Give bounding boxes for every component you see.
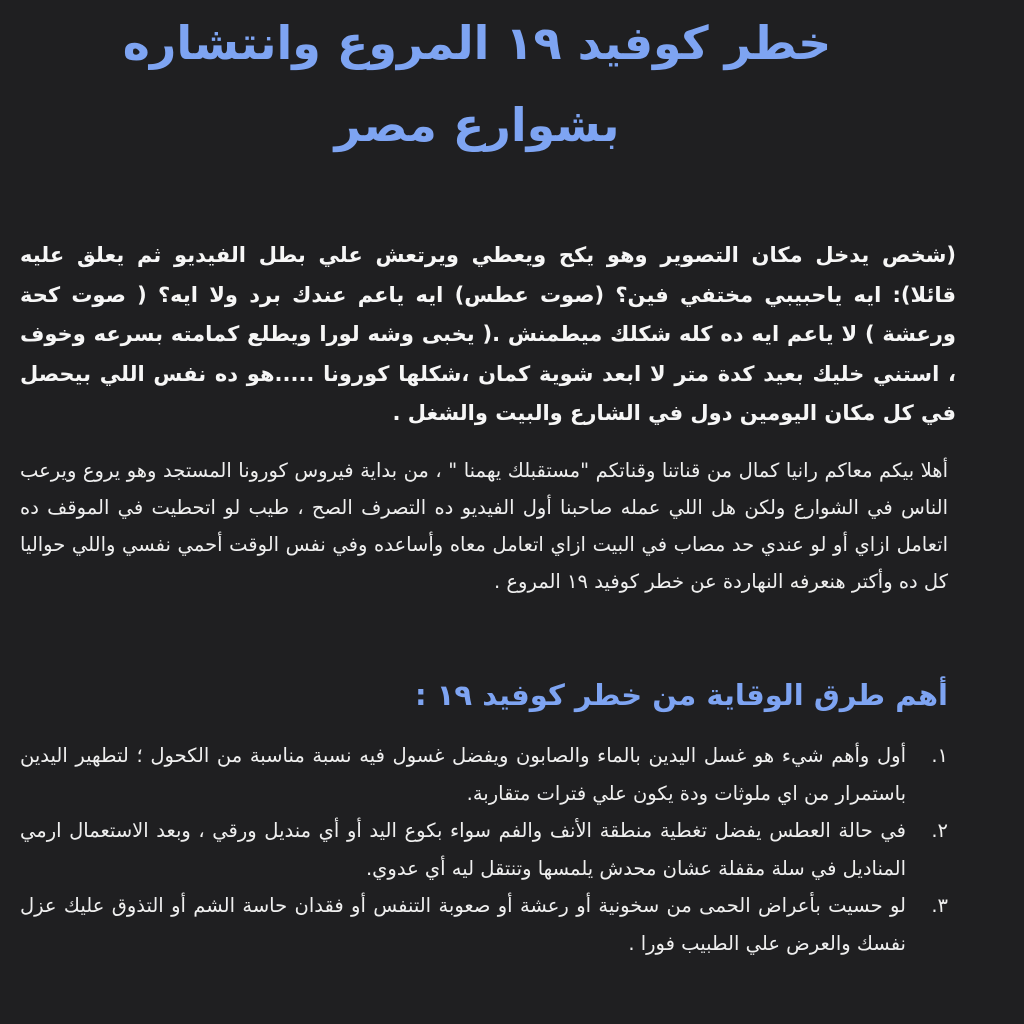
welcome-paragraph: أهلا بيكم معاكم رانيا كمال من قناتنا وقناتكم "مستقبلك يهمنا " ، من بداية فيروس كورونا المستجد وهو يروع ويرعب الناس في الشوارع ولكن هل اللي عمله صاحبنا أول الفيديو ده التصرف الصح ، طيب لو اتحطيت في الموقف ده اتعامل ازاي أو لو عندي حد مصاب في البيت ازاي اتعامل معاه وأساعده وفي نفس الوقت أحمي نفسي واللي حواليا كل ده وأكتر هنعرفه النهاردة عن خطر كوفيد ١٩ المروع . bbox=[20, 459, 948, 593]
list-item-number: ٣. bbox=[931, 894, 948, 917]
list-item-text: لو حسيت بأعراض الحمى من سخونية أو رعشة أو صعوبة التنفس أو فقدان حاسة الشم أو التذوق عليك عزل نفسك والعرض علي الطبيب فورا . bbox=[20, 894, 906, 955]
list-item bbox=[20, 887, 948, 962]
list-item bbox=[20, 737, 948, 812]
prevention-list bbox=[20, 737, 948, 962]
list-item-text: أول وأهم شيء هو غسل اليدين بالماء والصابون ويفضل غسول فيه نسبة مناسبة من الكحول ؛ لتطهير اليدين باستمرار من اي ملوثات ودة يكون علي فترات متقاربة. bbox=[20, 744, 906, 805]
page-title: خطر كوفيد ١٩ المروع وانتشاره بشوارع مصر bbox=[122, 16, 832, 152]
list-item-number: ٢. bbox=[931, 819, 948, 842]
prevention-heading: أهم طرق الوقاية من خطر كوفيد ١٩ : bbox=[415, 678, 948, 712]
list-item bbox=[20, 812, 948, 887]
intro-scene-paragraph: (شخص يدخل مكان التصوير وهو يكح ويعطي ويرتعش علي بطل الفيديو ثم يعلق عليه قائلا): ايه ياحبيبي مختفي فين؟ (صوت عطس) ايه ياعم عندك برد ولا ايه؟ ( صوت كحة ورعشة ) لا ياعم ايه ده كله شكلك ميطمنش .( يخبى وشه لورا ويطلع كمامته بسرعه وخوف ، استني خليك بعيد كدة متر لا ابعد شوية كمان ،شكلها كورونا .....هو ده نفس اللي بيحصل في كل مكان اليومين دول في الشارع والبيت والشغل . bbox=[20, 243, 956, 425]
list-item-number: ١. bbox=[931, 744, 948, 767]
list-item-text: في حالة العطس يفضل تغطية منطقة الأنف والفم سواء بكوع اليد أو أي منديل ورقي ، وبعد الاستعمال ارمي المناديل في سلة مقفلة عشان محدش يلمسها وتنتقل ليه أي عدوي. bbox=[20, 819, 906, 880]
